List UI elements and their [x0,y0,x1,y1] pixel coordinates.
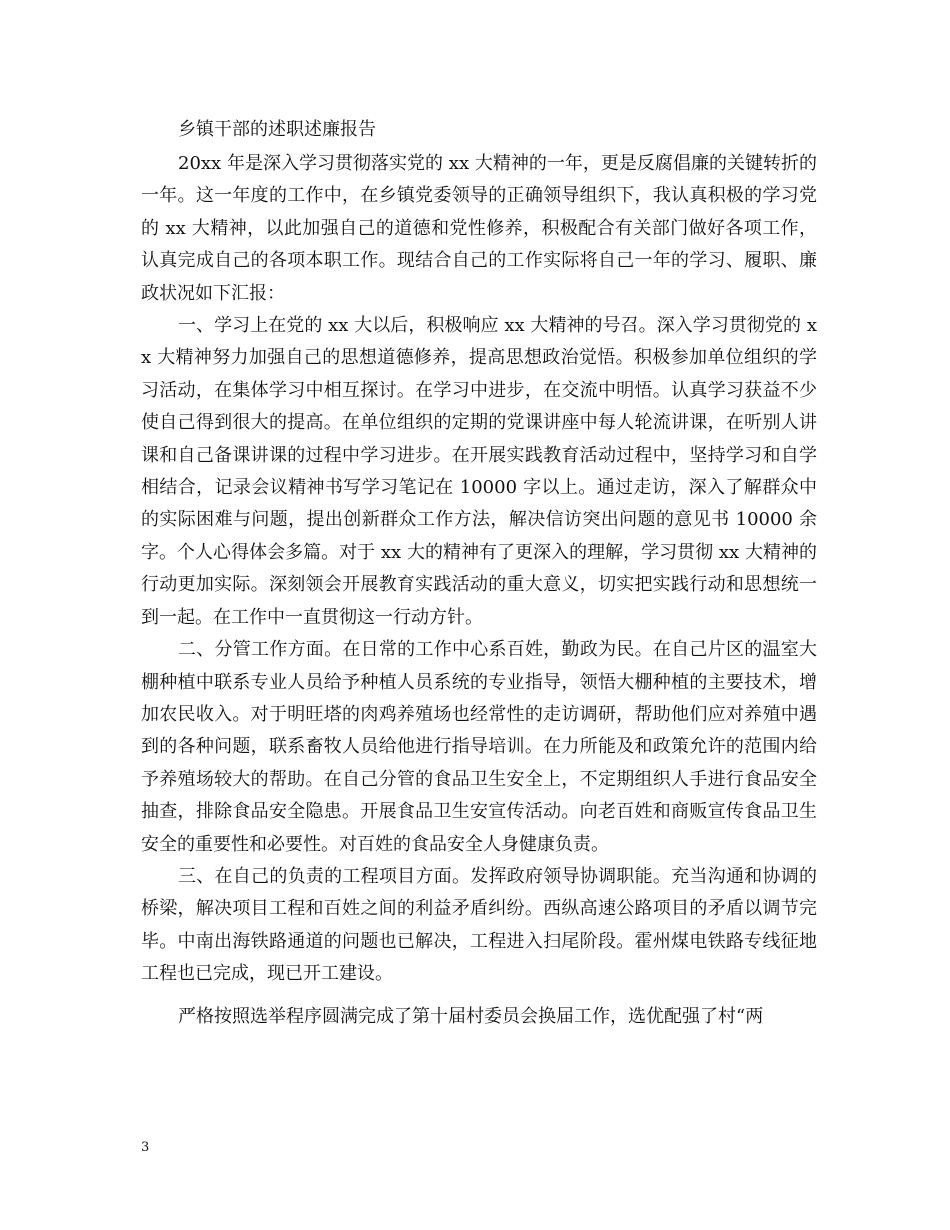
paragraph-election: 严格按照选举程序圆满完成了第十届村委员会换届工作，选优配强了村“两 [178,1005,764,1027]
paragraph-projects: 三、在自己的负责的工程项目方面。发挥政府领导协调职能。充当沟通和协调的桥梁，解决项目工程和百姓之间的利益矛盾纠纷。西纵高速公路项目的矛盾以调节完毕。中南出海铁路通道的问题也已解决，工程进入扫尾阶段。霍州煤电铁路专线征地工程也已完成，现已开工建设。 [141,865,817,985]
page-number: 3 [141,1140,150,1155]
paragraph-study: 一、学习上在党的 xx 大以后，积极响应 xx 大精神的号召。深入学习贯彻党的 xx 大精神努力加强自己的思想道德修养，提高思想政治觉悟。积极参加单位组织的学习活动，在集体学习中相互探讨。在学习中进步，在交流中明悟。认真学习获益不少使自己得到很大的提高。在单位组织的定期的党课讲座中每人轮流讲课，在听别人讲课和自己备课讲课的过程中学习进步。在开展实践教育活动过程中，坚持学习和自学相结合，记录会议精神书写学习笔记在 10000 字以上。通过走访，深入了解群众中的实际困难与问题，提出创新群众工作方法，解决信访突出问题的意见书 10000 余字。个人心得体会多篇。对于 xx 大的精神有了更深入的理解，学习贯彻 xx 大精神的行动更加实际。深刻领会开展教育实践活动的重大意义，切实把实践行动和思想统一到一起。在工作中一直贯彻这一行动方针。 [141,315,817,628]
document-body [141,148,817,1033]
paragraph-work: 二、分管工作方面。在日常的工作中心系百姓，勤政为民。在自己片区的温室大棚种植中联系专业人员给予种植人员系统的专业指导，领悟大棚种植的主要技术，增加农民收入。对于明旺塔的肉鸡养殖场也经常性的走访调研，帮助他们应对养殖中遇到的各种问题，联系畜牧人员给他进行指导培训。在力所能及和政策允许的范围内给予养殖场较大的帮助。在自己分管的食品卫生安全上，不定期组织人手进行食品安全抽查，排除食品安全隐患。开展食品卫生安宣传活动。向老百姓和商贩宣传食品卫生安全的重要性和必要性。对百姓的食品安全人身健康负责。 [141,639,817,855]
document-title: 乡镇干部的述职述廉报告 [178,119,376,140]
paragraph-intro: 20xx 年是深入学习贯彻落实党的 xx 大精神的一年，更是反腐倡廉的关键转折的一年。这一年度的工作中，在乡镇党委领导的正确领导组织下，我认真积极的学习党的 xx 大精神，以此加强自己的道德和党性修养，积极配合有关部门做好各项工作，认真完成自己的各项本职工作。现结合自己的工作实际将自己一年的学习、履职、廉政状况如下汇报： [141,153,817,304]
